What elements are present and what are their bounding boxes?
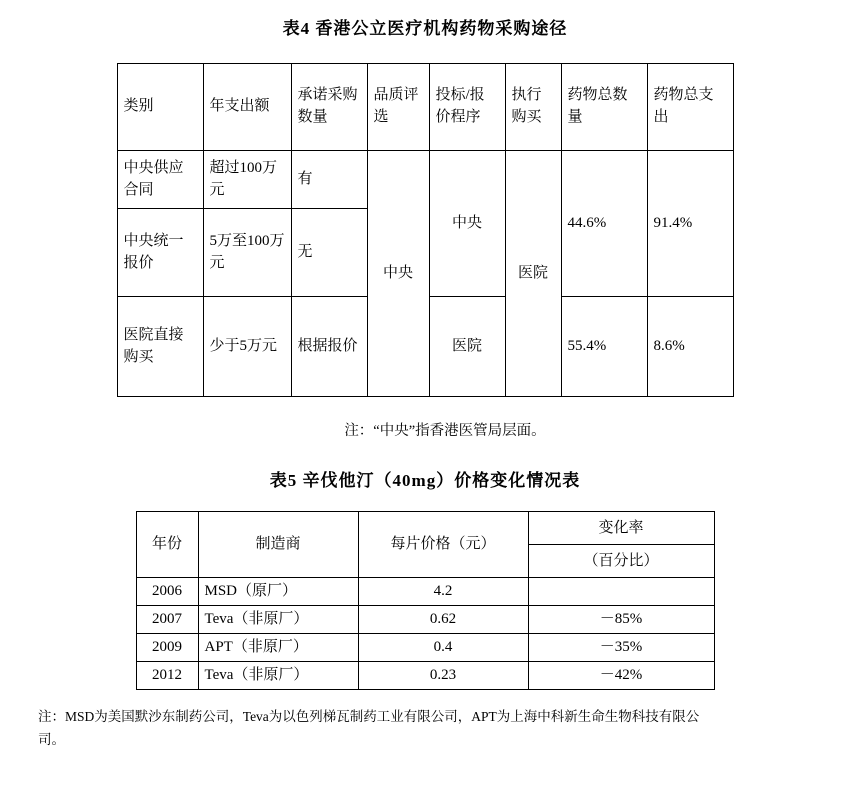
table4-title: 表4 香港公立医疗机构药物采购途径 [282, 19, 568, 38]
table4-total-spend: 8.6% [647, 297, 733, 397]
table4-category: 中央供应合同 [117, 151, 203, 209]
table4 [117, 63, 734, 397]
table4-header-cell: 药物总数量 [561, 64, 647, 151]
table4-note: 注：“中央”指香港医管局层面。 [344, 423, 546, 439]
table4-category: 医院直接购买 [117, 297, 203, 397]
table4-category: 中央统一报价 [117, 209, 203, 297]
table4-quality: 中央 [367, 151, 429, 397]
table5-maker: Teva（非原厂） [198, 662, 358, 690]
table5-footnote-line1: 注：MSD为美国默沙东制药公司，Teva为以色列梯瓦制药工业有限公司，APT为上海中科新生命生物科技有限公 [38, 709, 700, 724]
table5-change [528, 578, 714, 606]
table4-header-cell: 药物总支出 [647, 64, 733, 151]
table4-header-cell: 年支出额 [203, 64, 291, 151]
table-row [136, 634, 714, 662]
table-row [117, 151, 733, 209]
table4-committed-qty: 无 [291, 209, 367, 297]
table5-maker: APT（非原厂） [198, 634, 358, 662]
table5-container [0, 511, 850, 690]
table4-header-cell: 执行购买 [505, 64, 561, 151]
table5-header-year: 年份 [136, 512, 198, 578]
table4-container [0, 63, 850, 397]
table4-total-qty: 44.6% [561, 151, 647, 297]
table5-footnote-line2: 司。 [38, 731, 65, 747]
table4-header-cell: 类别 [117, 64, 203, 151]
table5-maker: MSD（原厂） [198, 578, 358, 606]
table5-header-price: 每片价格（元） [358, 512, 528, 578]
table5-price: 0.23 [358, 662, 528, 690]
table4-header-row [117, 64, 733, 151]
table4-annual-spend: 5万至100万元 [203, 209, 291, 297]
document-page [0, 14, 850, 793]
table4-header-cell: 品质评选 [367, 64, 429, 151]
table4-committed-qty: 根据报价 [291, 297, 367, 397]
table-row [136, 606, 714, 634]
table4-total-qty: 55.4% [561, 297, 647, 397]
table5-change: －35% [528, 634, 714, 662]
table5-header-maker: 制造商 [198, 512, 358, 578]
table5-year: 2012 [136, 662, 198, 690]
table-row [136, 578, 714, 606]
table5-price: 4.2 [358, 578, 528, 606]
table4-committed-qty: 有 [291, 151, 367, 209]
table4-header-cell: 承诺采购数量 [291, 64, 367, 151]
table5-price: 0.62 [358, 606, 528, 634]
table5-footnote [0, 706, 850, 752]
table5-header-change-line2: （百分比） [528, 545, 714, 578]
table4-tender: 医院 [429, 297, 505, 397]
table5 [136, 511, 715, 690]
table-row [136, 662, 714, 690]
table5-change: －85% [528, 606, 714, 634]
table4-execute: 医院 [505, 151, 561, 397]
table4-tender: 中央 [429, 151, 505, 297]
table5-year: 2006 [136, 578, 198, 606]
table5-header-row [136, 512, 714, 545]
table5-price: 0.4 [358, 634, 528, 662]
table5-header-change-line1: 变化率 [528, 512, 714, 545]
table5-year: 2007 [136, 606, 198, 634]
table5-maker: Teva（非原厂） [198, 606, 358, 634]
table4-header-cell: 投标/报价程序 [429, 64, 505, 151]
table5-change: －42% [528, 662, 714, 690]
table5-year: 2009 [136, 634, 198, 662]
table4-annual-spend: 超过100万元 [203, 151, 291, 209]
table4-annual-spend: 少于5万元 [203, 297, 291, 397]
table5-title: 表5 辛伐他汀（40mg）价格变化情况表 [269, 471, 581, 490]
table4-total-spend: 91.4% [647, 151, 733, 297]
